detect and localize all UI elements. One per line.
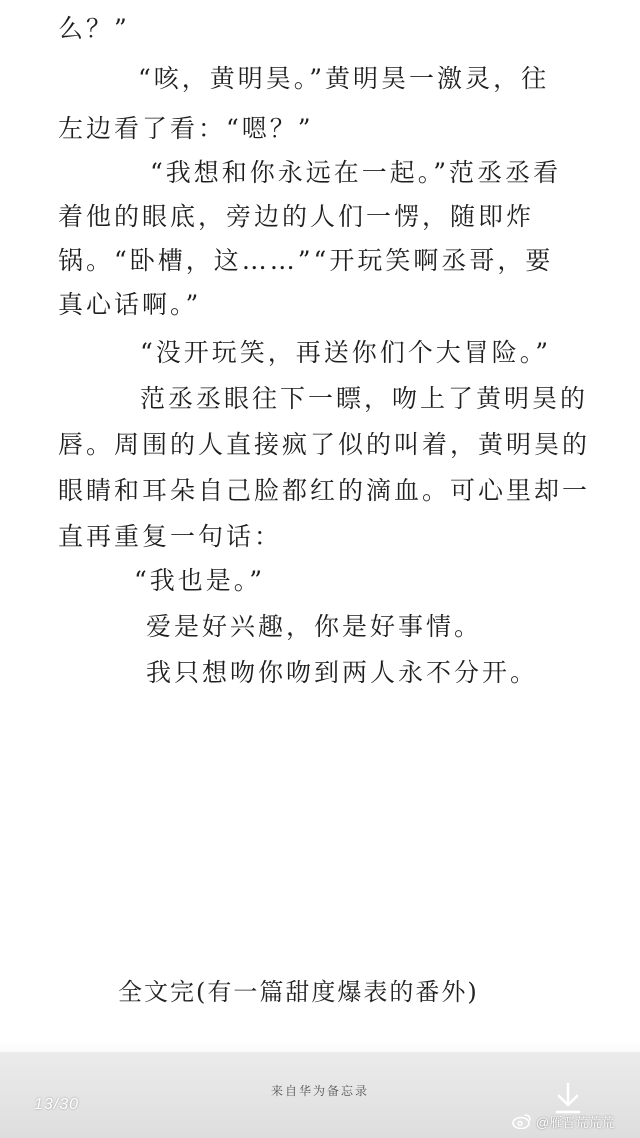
weibo-icon [512, 1113, 532, 1129]
source-note: 来自华为备忘录 [270, 1084, 369, 1098]
story-line: “我想和你永远在一起。”范丞丞看 [150, 158, 562, 187]
story-line: 唇。周围的人直接疯了似的叫着，黄明昊的 [58, 430, 591, 459]
story-line: 我只想吻你吻到两人永不分开。 [146, 658, 539, 687]
story-line: 左边看了看：“嗯？” [58, 114, 314, 143]
weibo-watermark [512, 1110, 614, 1132]
story-line: 爱是好兴趣，你是好事情。 [146, 612, 483, 641]
story-line: 锅。“卧槽，这……”“开玩笑啊丞哥，要 [58, 246, 554, 275]
story-line: 眼睛和耳朵自己脸都红的滴血。可心里却一 [58, 476, 591, 505]
story-line: “没开玩笑，再送你们个大冒险。” [140, 338, 552, 367]
story-ending-note: 全文完(有一篇甜度爆表的番外) [118, 978, 479, 1006]
story-line: 真心话啊。” [58, 290, 202, 319]
story-line: 着他的眼底，旁边的人们一愣，随即炸 [58, 202, 535, 231]
story-line: “我也是。” [134, 566, 266, 595]
story-line: “咳，黄明昊。”黄明昊一激灵，往 [138, 64, 550, 93]
story-line: 么？” [58, 14, 130, 43]
page-indicator: 13/30 [34, 1096, 80, 1113]
story-line: 范丞丞眼往下一瞟，吻上了黄明昊的 [140, 384, 589, 413]
story-line: 直再重复一句话： [58, 522, 283, 551]
watermark-text: @雁晋荒荒荒 [536, 1114, 615, 1130]
